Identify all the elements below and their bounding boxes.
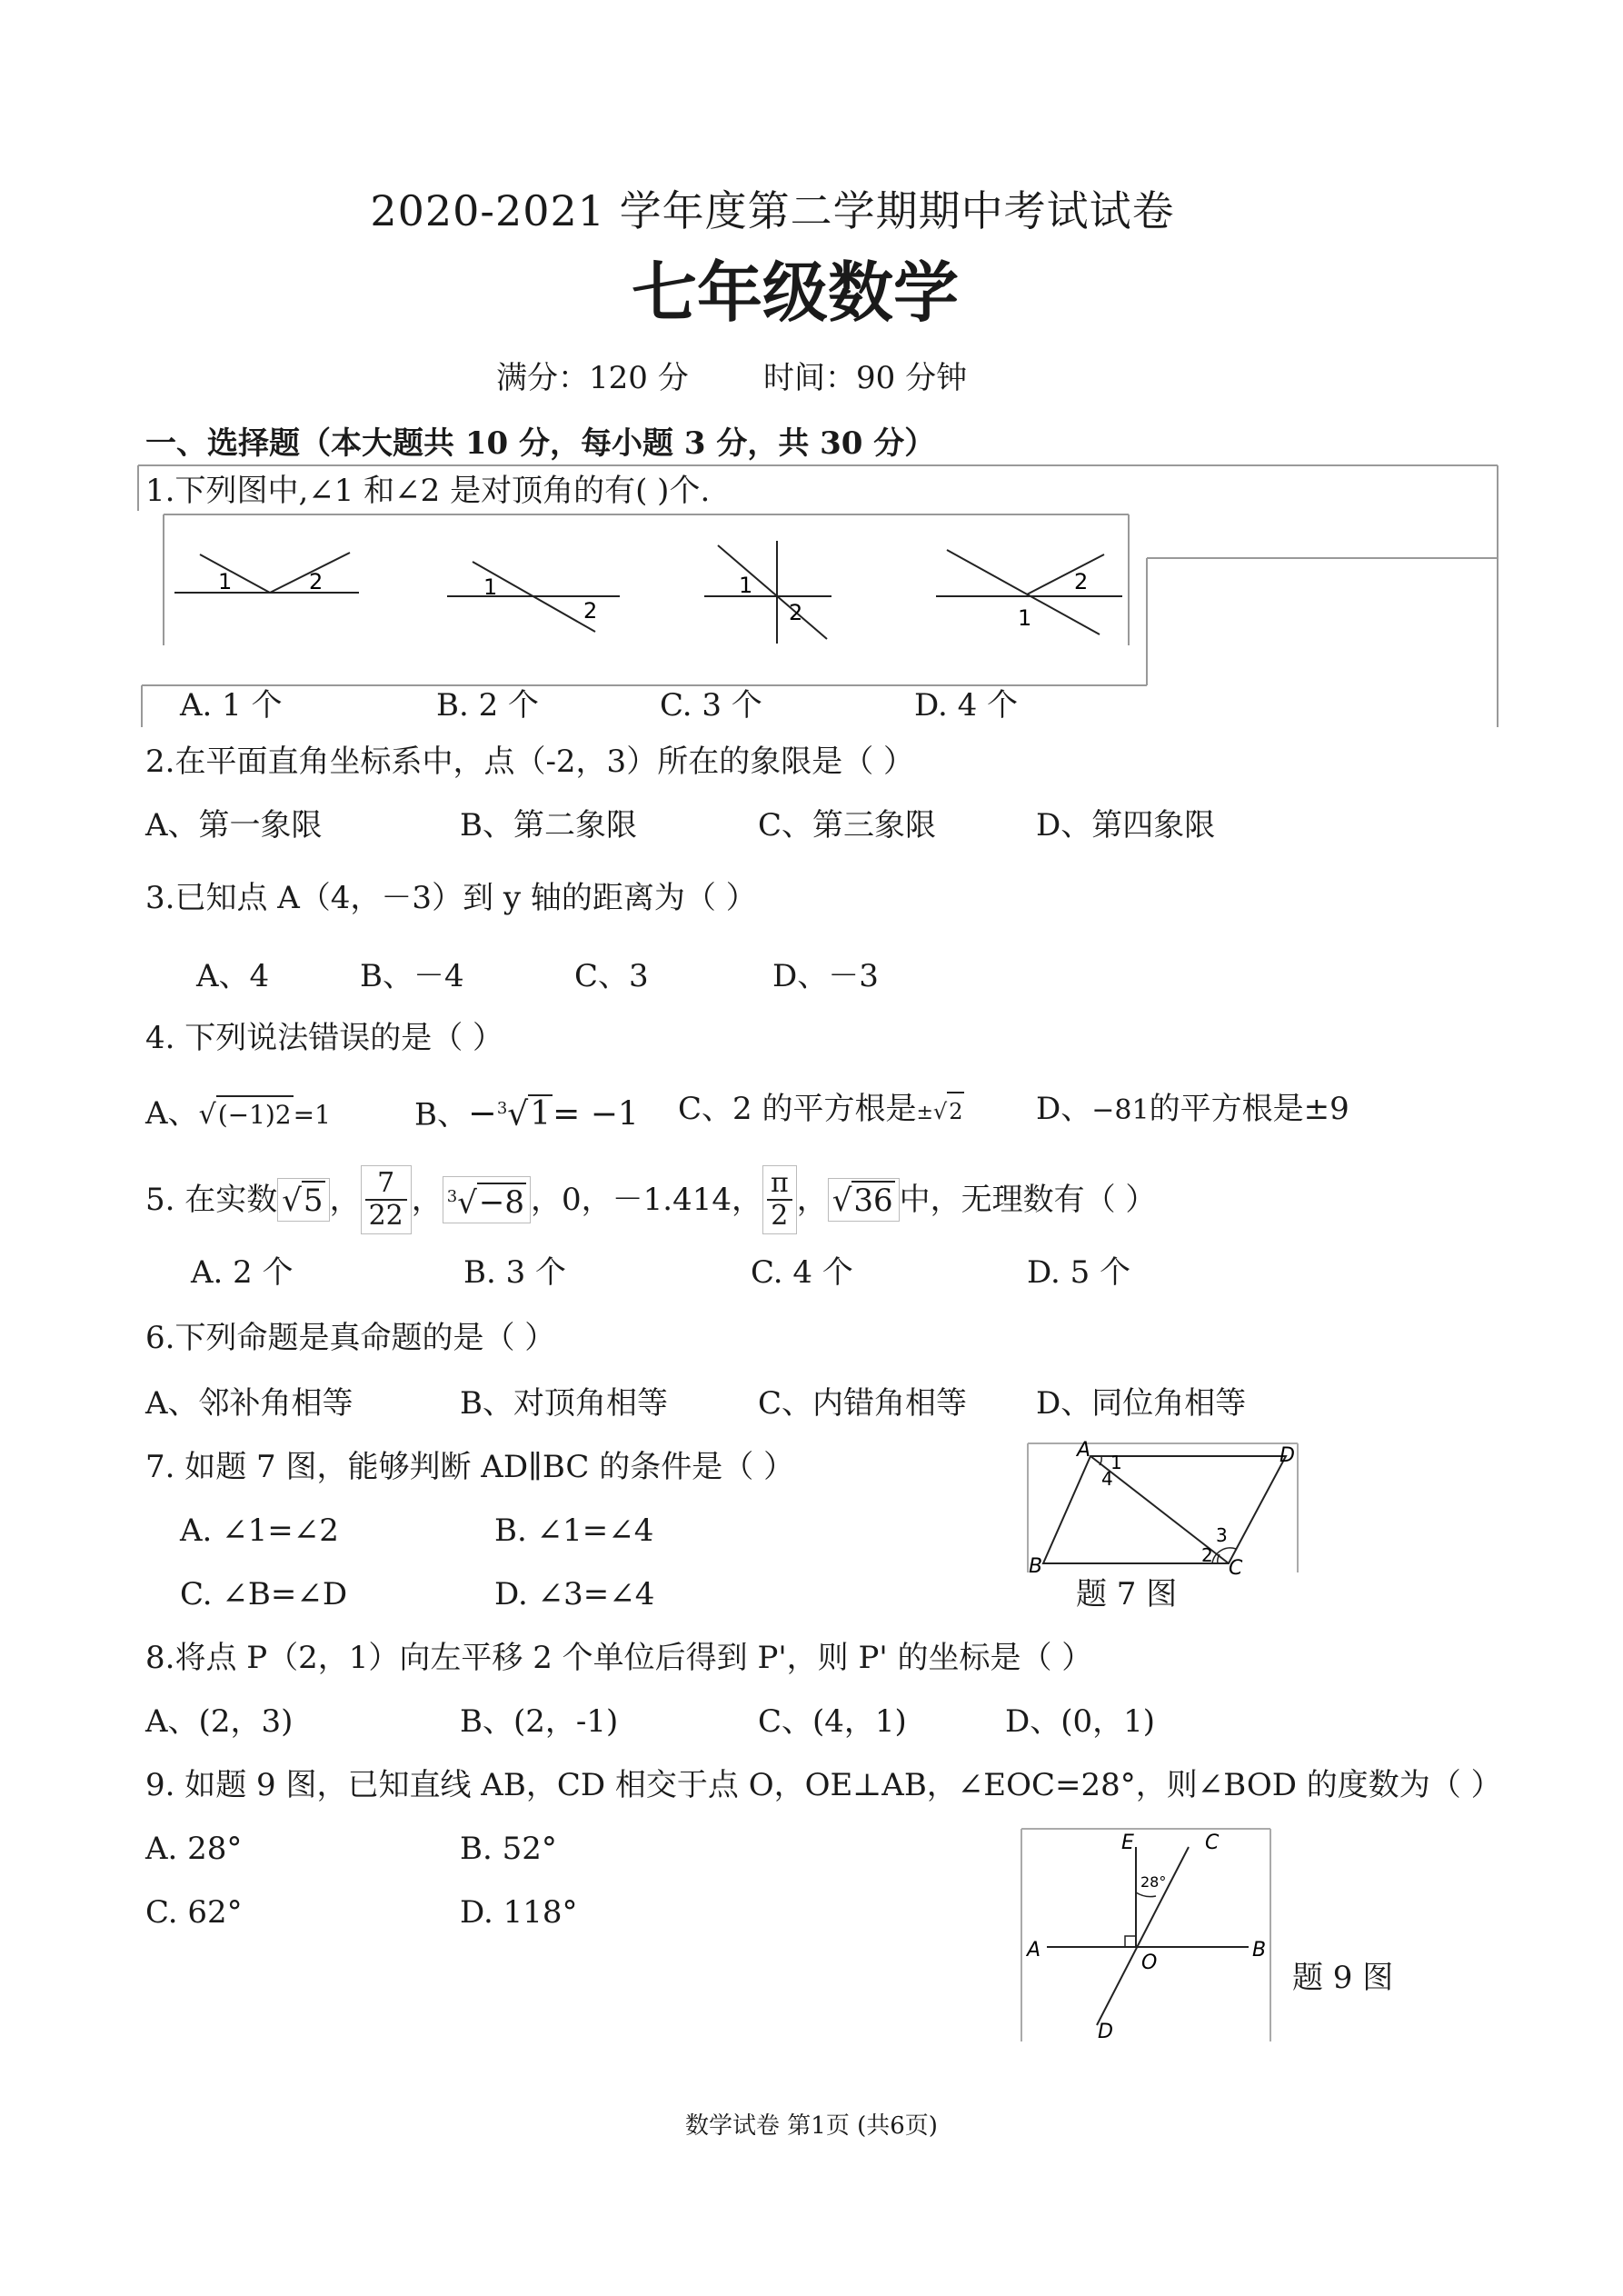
q2-option-a: A、第一象限 <box>145 807 323 844</box>
q1-figures <box>164 527 1145 664</box>
q2-option-d: D、第四象限 <box>1036 807 1216 844</box>
radicand: 36 <box>853 1183 893 1219</box>
point-label-o: O <box>1141 1952 1158 1974</box>
equation-rhs: =1 <box>293 1100 331 1130</box>
q7-option-b: B. ∠1=∠4 <box>494 1512 654 1549</box>
cube-root-expression <box>443 1176 531 1223</box>
angle-label-1: 1 <box>739 573 753 598</box>
radicand: 1 <box>530 1095 552 1133</box>
q5-option-a: A. 2 个 <box>191 1254 294 1291</box>
separator: ， <box>796 1182 828 1218</box>
q4-option-a <box>145 1095 331 1133</box>
numerator: π <box>767 1168 792 1201</box>
sqrt-symbol: √ <box>282 1183 302 1219</box>
angle-label-3: 3 <box>1216 1524 1228 1546</box>
q8-stem: 8.将点 P（2，1）向左平移 2 个单位后得到 P'，则 P' 的坐标是（ ） <box>145 1640 1093 1676</box>
q5-stem <box>145 1165 1156 1234</box>
denominator: 22 <box>368 1200 403 1232</box>
angle-label-1: 1 <box>483 574 498 600</box>
angle-28-label: 28° <box>1140 1873 1167 1891</box>
point-label-d: D <box>1279 1444 1295 1467</box>
q6-option-b: B、对顶角相等 <box>460 1385 668 1422</box>
q7-stem: 7. 如题 7 图，能够判断 AD∥BC 的条件是（ ） <box>145 1449 795 1485</box>
stem-text: 5. 在实数 <box>145 1182 278 1218</box>
page-footer: 数学试卷 第1页 (共6页) <box>685 2112 938 2140</box>
q1-option-d: D. 4 个 <box>914 687 1019 724</box>
q8-option-c: C、(4，1) <box>758 1703 907 1740</box>
q3-option-d: D、－3 <box>772 958 879 994</box>
exam-title: 2020-2021 学年度第二学期期中考试试卷 <box>370 186 1175 235</box>
fraction-pi-2 <box>762 1165 797 1234</box>
q7-figure-caption: 题 7 图 <box>1076 1576 1178 1612</box>
math-number: −81 <box>1091 1094 1150 1126</box>
minus-sign: − <box>468 1093 497 1133</box>
point-label-c: C <box>1229 1557 1243 1576</box>
angle-label-2: 2 <box>583 598 598 624</box>
q9-stem: 9. 如题 9 图，已知直线 AB，CD 相交于点 O，OE⊥AB，∠EOC=28°，则∠BOD 的度数为（ ） <box>145 1767 1502 1803</box>
q1-stem: 1.下列图中,∠1 和∠2 是对顶角的有( )个. <box>145 473 711 509</box>
numerator: 7 <box>365 1168 407 1201</box>
option-letter: B、 <box>414 1096 468 1133</box>
q3-option-c: C、3 <box>574 958 649 994</box>
q6-option-a: A、邻补角相等 <box>145 1385 353 1422</box>
radicand: 5 <box>303 1183 324 1219</box>
point-label-c: C <box>1205 1832 1220 1854</box>
q1-fig-b <box>447 562 620 632</box>
q4-stem: 4. 下列说法错误的是（ ） <box>145 1020 504 1056</box>
q4-option-d <box>1036 1091 1349 1129</box>
angle-label-2: 2 <box>1201 1544 1213 1566</box>
exam-time: 时间：90 分钟 <box>763 360 968 396</box>
angle-label-2: 2 <box>789 600 803 625</box>
angle-label-2: 2 <box>1074 569 1089 594</box>
sqrt-symbol: √ <box>932 1099 948 1124</box>
option-letter: D、 <box>1036 1091 1092 1127</box>
q2-option-b: B、第二象限 <box>460 807 637 844</box>
full-score: 满分：120 分 <box>496 360 689 396</box>
q8-option-a: A、(2，3) <box>145 1703 294 1740</box>
angle-label-1: 1 <box>1110 1452 1122 1473</box>
root-index: 3 <box>496 1099 508 1118</box>
stem-text: ，0，－1.414， <box>531 1182 762 1218</box>
denominator: 2 <box>771 1200 789 1232</box>
q9-option-b: B. 52° <box>460 1831 557 1867</box>
q6-option-d: D、同位角相等 <box>1036 1385 1247 1422</box>
q2-option-c: C、第三象限 <box>758 807 937 844</box>
section-title: 一、选择题（本大题共 10 分，每小题 3 分，共 30 分） <box>145 425 936 462</box>
point-label-a: A <box>1077 1440 1091 1462</box>
sqrt-36-expression <box>828 1178 900 1222</box>
angle-label-2: 2 <box>309 569 324 594</box>
q7-option-c: C. ∠B=∠D <box>180 1576 348 1612</box>
sqrt-symbol: √ <box>457 1184 477 1222</box>
q1-option-c: C. 3 个 <box>660 687 762 724</box>
radicand: −8 <box>478 1184 524 1222</box>
plus-minus-sign: ± <box>916 1102 933 1124</box>
q7-option-a: A. ∠1=∠2 <box>180 1512 339 1549</box>
q3-option-a: A、4 <box>196 958 270 994</box>
subject-title: 七年级数学 <box>631 254 959 331</box>
q6-option-c: C、内错角相等 <box>758 1385 968 1422</box>
sqrt-symbol: √ <box>198 1099 216 1131</box>
q9-figure <box>1020 1827 1274 2041</box>
q8-option-d: D、(0，1) <box>1005 1703 1156 1740</box>
q5-option-c: C. 4 个 <box>751 1254 853 1291</box>
sqrt-5-expression <box>277 1178 329 1222</box>
q3-option-b: B、－4 <box>360 958 464 994</box>
q9-option-c: C. 62° <box>145 1894 243 1931</box>
point-label-d: D <box>1098 2021 1113 2041</box>
radicand: 2 <box>947 1092 964 1130</box>
q6-stem: 6.下列命题是真命题的是（ ） <box>145 1320 556 1356</box>
angle-label-4: 4 <box>1101 1468 1113 1490</box>
q1-option-b: B. 2 个 <box>436 687 540 724</box>
radicand: (−1)2 <box>216 1095 294 1133</box>
q5-option-d: D. 5 个 <box>1027 1254 1131 1291</box>
q1-fig-c <box>704 541 831 644</box>
q7-figure <box>1027 1440 1299 1576</box>
angle-label-1: 1 <box>1018 605 1032 631</box>
q3-stem: 3.已知点 A（4，－3）到 y 轴的距离为（ ） <box>145 880 757 916</box>
q4-option-b <box>414 1091 639 1133</box>
q9-option-d: D. 118° <box>460 1894 578 1931</box>
q2-stem: 2.在平面直角坐标系中，点（-2，3）所在的象限是（ ） <box>145 744 914 780</box>
q8-option-b: B、(2，-1) <box>460 1703 619 1740</box>
point-label-e: E <box>1121 1832 1134 1854</box>
equation-rhs: = −1 <box>553 1095 639 1133</box>
separator: ， <box>329 1182 361 1218</box>
fraction <box>365 1168 407 1232</box>
sqrt-symbol: √ <box>831 1183 852 1219</box>
q1-fig-d <box>936 550 1122 634</box>
separator: ， <box>411 1182 443 1218</box>
point-label-a: A <box>1027 1939 1041 1962</box>
fraction <box>767 1168 792 1232</box>
q7-option-d: D. ∠3=∠4 <box>494 1576 655 1612</box>
angle-label-1: 1 <box>218 569 233 594</box>
option-text: 的平方根是±9 <box>1149 1091 1349 1127</box>
q1-fig-a <box>174 553 359 594</box>
sqrt-symbol: √ <box>507 1095 529 1133</box>
stem-text: 中，无理数有（ ） <box>899 1182 1157 1218</box>
option-letter: A、 <box>145 1095 199 1132</box>
q9-figure-caption: 题 9 图 <box>1292 1960 1394 1996</box>
point-label-b: B <box>1029 1555 1043 1576</box>
q1-option-a: A. 1 个 <box>180 687 283 724</box>
option-text: C、2 的平方根是 <box>678 1091 917 1127</box>
fraction-7-22 <box>361 1165 412 1234</box>
q4-option-c <box>678 1091 964 1132</box>
q9-option-a: A. 28° <box>145 1831 243 1867</box>
point-label-b: B <box>1252 1939 1267 1962</box>
q5-option-b: B. 3 个 <box>463 1254 567 1291</box>
root-index: 3 <box>446 1186 458 1206</box>
